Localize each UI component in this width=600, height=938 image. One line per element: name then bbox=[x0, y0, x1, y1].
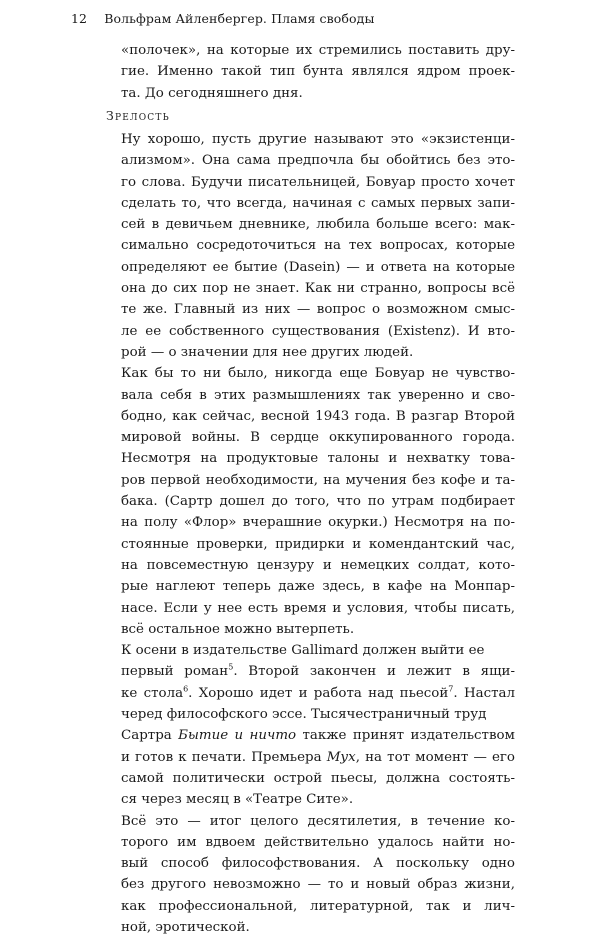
text-line bbox=[121, 512, 515, 533]
text-line bbox=[121, 555, 515, 576]
text-line bbox=[121, 874, 515, 895]
running-header bbox=[71, 11, 375, 26]
running-title: Вольфрам Айленбергер. Пламя свободы bbox=[104, 11, 375, 26]
text-line bbox=[121, 427, 515, 448]
text-run: Ну хорошо, пусть другие называют это «экзистенци- bbox=[121, 132, 515, 147]
text-line bbox=[121, 363, 515, 384]
text-run: торого им вдвоем действительно удалось найти но- bbox=[121, 834, 515, 850]
text-line: та. До сегодняшнего дня. bbox=[121, 85, 303, 101]
intro-paragraph bbox=[121, 40, 515, 104]
text-run: также принят издательством bbox=[296, 728, 515, 744]
text-run: сей в девичьем дневнике, любила больше всего: мак- bbox=[121, 217, 515, 233]
text-run: рые наглеют теперь даже здесь, в кафе на Монпар- bbox=[121, 579, 515, 595]
text-run: . Хорошо идет и работа над пьесой bbox=[188, 685, 449, 701]
text-line bbox=[121, 491, 515, 512]
text-run: мировой войны. В сердце оккупированного города. bbox=[121, 430, 515, 446]
text-run: Сартра bbox=[121, 728, 179, 744]
text-run: Как бы то ни было, никогда еще Бовуар не чувство- bbox=[121, 366, 515, 382]
text-run: насе. Если у нее есть время и условия, чтобы писать, bbox=[121, 600, 515, 616]
text-line bbox=[121, 257, 515, 278]
text-line bbox=[121, 896, 515, 917]
text-run: без другого невозможно — то и новый образ жизни, bbox=[121, 877, 515, 893]
text-run: на повсеместную цензуру и немецких солдат, кото- bbox=[121, 557, 515, 573]
text-line bbox=[121, 193, 515, 214]
text-line bbox=[121, 534, 515, 555]
text-run: ной, эротической. bbox=[121, 919, 250, 935]
text-line bbox=[121, 278, 515, 299]
text-line bbox=[121, 406, 515, 427]
text-run: вый способ философствования. А поскольку одно bbox=[121, 856, 515, 872]
text-run: ся через месяц в «Театре Сите». bbox=[121, 792, 354, 808]
text-run: всё остальное можно вытерпеть. bbox=[121, 621, 355, 637]
text-line bbox=[121, 598, 515, 619]
text-run: вала себя в этих размышлениях так уверенно и сво- bbox=[121, 387, 515, 403]
text-run: самой политически острой пьесы, должна состоять- bbox=[121, 770, 515, 786]
text-run: сделать то, что всегда, начиная с самых первых запи- bbox=[121, 195, 515, 211]
text-run: го слова. Будучи писательницей, Бовуар просто хочет bbox=[121, 174, 515, 190]
text-line bbox=[121, 768, 515, 789]
text-line bbox=[121, 640, 515, 661]
text-line bbox=[121, 385, 515, 406]
footnote-marker: 5 bbox=[228, 662, 234, 672]
text-run: те же. Главный из них — вопрос о возможном смыс- bbox=[121, 302, 515, 318]
text-run: как профессиональной, литературной, так и лич- bbox=[121, 898, 515, 914]
text-run: Всё это — итог целого десятилетия, в течение ко- bbox=[121, 813, 515, 829]
text-run: ле ее собственного существования (Existenz). И вто- bbox=[121, 323, 515, 339]
text-line bbox=[121, 683, 515, 704]
page-number: 12 bbox=[71, 11, 88, 26]
text-run: бодно, как сейчас, весной 1943 года. В разгар Второй bbox=[121, 408, 515, 424]
text-run: определяют ее бытие (Dasein) — и ответа на которые bbox=[121, 259, 515, 275]
text-line bbox=[121, 235, 515, 256]
text-run: и готов к печати. Премьера bbox=[121, 749, 327, 765]
text-line: «полочек», на которые их стремились поставить дру- bbox=[121, 43, 515, 58]
text-line bbox=[121, 448, 515, 469]
text-line bbox=[121, 470, 515, 491]
text-line bbox=[121, 172, 515, 193]
text-run: на полу «Флор» вчерашние окурки.) Несмотря на по- bbox=[121, 515, 515, 531]
text-line bbox=[121, 832, 515, 853]
text-run: она до сих пор не знает. Как ни странно, вопросы всё bbox=[121, 281, 515, 297]
text-run: бака. (Сартр дошел до того, что по утрам подбирает bbox=[121, 494, 515, 510]
footnote-marker: 6 bbox=[183, 684, 189, 694]
text-run: . Второй закончен и лежит в ящи- bbox=[233, 664, 515, 680]
text-line bbox=[121, 789, 515, 810]
section-heading: Зрелость bbox=[106, 108, 170, 123]
italic-title: Мух bbox=[326, 749, 356, 765]
text-line bbox=[121, 299, 515, 320]
section-body bbox=[121, 129, 515, 938]
text-line bbox=[121, 661, 515, 682]
text-run: первый роман bbox=[121, 664, 229, 680]
text-run: Несмотря на продуктовые талоны и нехватку това- bbox=[121, 451, 515, 467]
text-line bbox=[121, 576, 515, 597]
text-line bbox=[121, 342, 515, 363]
text-run: ализмом». Она сама предпочла бы обойтись без это- bbox=[121, 153, 515, 169]
text-line bbox=[121, 214, 515, 235]
text-run: ке стола bbox=[121, 685, 184, 701]
text-line bbox=[121, 129, 515, 150]
text-line bbox=[121, 917, 515, 938]
text-run: стоянные проверки, придирки и комендантский час, bbox=[121, 536, 515, 552]
text-run: черед философского эссе. Тысячестраничный труд bbox=[121, 707, 487, 723]
text-line: гие. Именно такой тип бунта являлся ядром проек- bbox=[121, 64, 515, 80]
text-line bbox=[121, 725, 515, 746]
text-run: рой — о значении для нее других людей. bbox=[121, 344, 414, 360]
text-line bbox=[121, 619, 515, 640]
text-run: ров первой необходимости, на мучения без кофе и та- bbox=[121, 472, 515, 488]
text-run: , на тот момент — его bbox=[355, 749, 515, 765]
text-run: К осени в издательстве Gallimard должен выйти ее bbox=[121, 643, 485, 659]
text-run: . Настал bbox=[453, 685, 515, 701]
footnote-marker: 7 bbox=[448, 684, 454, 694]
text-line bbox=[121, 704, 515, 725]
italic-title: Бытие и ничто bbox=[178, 728, 297, 744]
text-line bbox=[121, 853, 515, 874]
text-run: симально сосредоточиться на тех вопросах, которые bbox=[121, 238, 515, 254]
text-line bbox=[121, 321, 515, 342]
text-line bbox=[121, 150, 515, 171]
text-line bbox=[121, 811, 515, 832]
